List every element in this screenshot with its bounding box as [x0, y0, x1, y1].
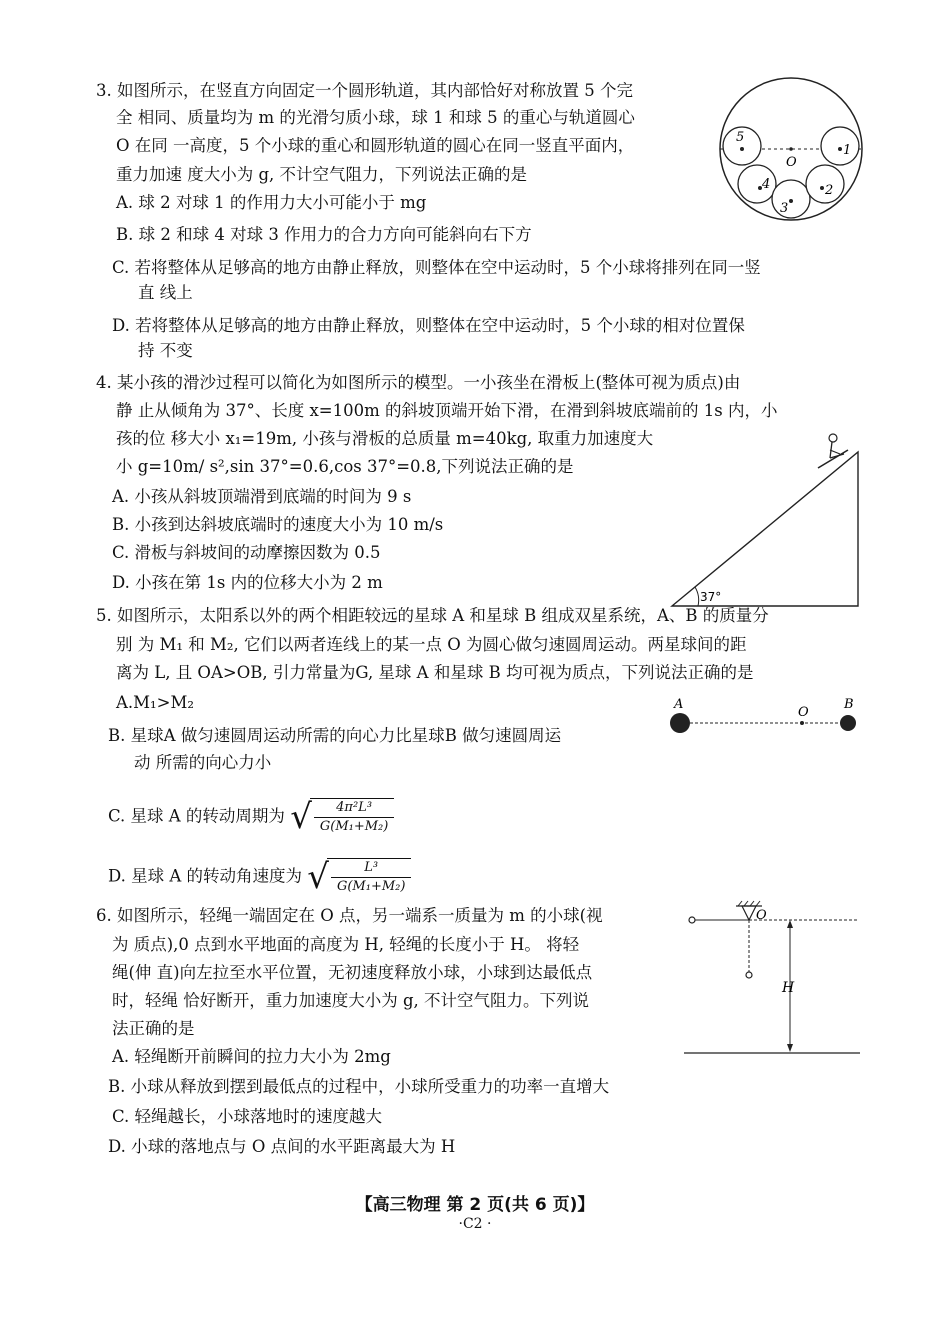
q5-option-c-prefix: C. 星球 A 的转动周期为 [108, 806, 285, 826]
q3-option-c: C. 若将整体从足够高的地方由静止释放，则整体在空中运动时，5 个小球将排列在同一竖 [112, 258, 761, 277]
child-on-sled-icon [818, 434, 848, 468]
q4-slope-figure [668, 430, 863, 610]
ball-4 [738, 165, 776, 203]
slope-triangle [672, 452, 858, 606]
page-footer-title: 【高三物理 第 2 页(共 6 页)】 [355, 1195, 595, 1215]
q5-binary-star-figure [660, 692, 866, 742]
q3-stem-line: O 在同 一高度，5 个小球的重心和圆形轨道的圆心在同一竖直平面内， [116, 136, 635, 155]
center-o [800, 721, 804, 725]
q3-option-c-cont: 直 线上 [138, 283, 193, 302]
label-o: O [786, 155, 797, 170]
q6-stem-line: 时，轻绳 恰好断开，重力加速度大小为 g, 不计空气阻力。下列说 [112, 991, 590, 1010]
label-a: A [674, 697, 684, 712]
label-b: B [844, 697, 854, 712]
q6-option-b: B. 小球从释放到摆到最低点的过程中，小球所受重力的功率一直增大 [108, 1077, 610, 1096]
q6-stem-line: 法正确的是 [112, 1019, 195, 1038]
q3-stem-line: 全 相同、质量均为 m 的光滑匀质小球，球 1 和球 5 的重心与轨道圆心 [116, 108, 635, 127]
q5-option-d [108, 858, 411, 896]
q5-stem-line: 别 为 M₁ 和 M₂, 它们以两者连线上的某一点 O 为圆心做匀速圆周运动。两星球间的距 [116, 635, 747, 654]
page-footer-code: ·C2 · [458, 1216, 492, 1232]
formula-denominator: G(M₁+M₂) [319, 819, 389, 834]
formula-numerator: L³ [331, 859, 411, 878]
pivot-support [742, 906, 756, 920]
q4-stem-line: 孩的位 移大小 x₁=19m, 小孩与滑板的总质量 m=40kg, 取重力加速度大 [116, 429, 654, 448]
q6-option-c: C. 轻绳越长，小球落地时的速度越大 [112, 1107, 383, 1126]
angle-label: 37° [700, 590, 722, 604]
angle-arc [695, 587, 699, 606]
label-4: 4 [762, 177, 771, 192]
q6-option-a: A. 轻绳断开前瞬间的拉力大小为 2mg [112, 1047, 391, 1066]
label-3: 3 [780, 201, 789, 216]
star-b [840, 715, 856, 731]
formula-numerator: 4π²L³ [314, 799, 394, 818]
ball-initial [689, 917, 695, 923]
q4-stem-line: 小 g=10m/ s²,sin 37°=0.6,cos 37°=0.8,下列说法正确的是 [116, 457, 574, 476]
label-1: 1 [843, 143, 852, 158]
q5-stem-line: 5. 如图所示，太阳系以外的两个相距较远的星球 A 和星球 B 组成双星系统，A、B 的质量分 [96, 606, 769, 625]
ball-1 [821, 127, 859, 165]
label-2: 2 [825, 183, 834, 198]
q4-option-d: D. 小孩在第 1s 内的位移大小为 2 m [112, 573, 383, 592]
formula-denominator: G(M₁+M₂) [336, 879, 406, 894]
q5-option-b-cont: 动 所需的向心力小 [134, 753, 272, 772]
q3-stem-line: 重力加速 度大小为 g, 不计空气阻力，下列说法正确的是 [116, 165, 528, 184]
q4-stem-line: 静 止从倾角为 37°、长度 x=100m 的斜坡顶端开始下滑，在滑到斜坡底端前的 1s 内，小 [116, 401, 778, 420]
q5-stem-line: 离为 L, 且 OA>OB, 引力常量为G, 星球 A 和星球 B 均可视为质点，下列说法正确的是 [116, 663, 754, 682]
label-h: H [782, 980, 795, 996]
q3-option-d: D. 若将整体从足够高的地方由静止释放，则整体在空中运动时，5 个小球的相对位置保 [112, 316, 745, 335]
q4-option-b: B. 小孩到达斜坡底端时的速度大小为 10 m/s [112, 515, 444, 534]
sqrt-icon: √ [290, 797, 312, 837]
q3-option-d-cont: 持 不变 [138, 341, 193, 360]
q6-option-d: D. 小球的落地点与 O 点间的水平距离最大为 H [108, 1137, 456, 1156]
label-o: O [756, 908, 767, 923]
star-a [670, 713, 690, 733]
q3-circular-track-figure [718, 74, 864, 224]
sqrt-icon: √ [307, 857, 329, 897]
q5-option-d-prefix: D. 星球 A 的转动角速度为 [108, 866, 303, 886]
q5-option-c [108, 798, 394, 836]
q4-option-c: C. 滑板与斜坡间的动摩擦因数为 0.5 [112, 543, 381, 562]
q4-stem-line: 4. 某小孩的滑沙过程可以简化为如图所示的模型。一小孩坐在滑板上(整体可视为质点)由 [96, 373, 741, 392]
q5-option-d-formula [327, 858, 411, 896]
q5-option-c-formula [310, 798, 394, 836]
q6-stem-line: 绳(伸 直)向左拉至水平位置，无初速度释放小球，小球到达最低点 [112, 963, 593, 982]
label-o: O [798, 705, 809, 720]
q5-option-a: A.M₁>M₂ [116, 693, 195, 712]
q5-option-b: B. 星球A 做匀速圆周运动所需的向心力比星球B 做匀速圆周运 [108, 726, 562, 745]
q6-pendulum-figure [680, 900, 865, 1060]
q3-option-a: A. 球 2 对球 1 的作用力大小可能小于 mg [116, 193, 427, 212]
ball-lowest [746, 972, 752, 978]
q6-stem-line: 为 质点),0 点到水平地面的高度为 H, 轻绳的长度小于 H。 将轻 [112, 935, 580, 954]
q6-stem-line: 6. 如图所示，轻绳一端固定在 O 点，另一端系一质量为 m 的小球(视 [96, 906, 603, 925]
q3-stem-line: 3. 如图所示，在竖直方向固定一个圆形轨道，其内部恰好对称放置 5 个完 [96, 81, 633, 100]
q4-option-a: A. 小孩从斜坡顶端滑到底端的时间为 9 s [112, 487, 412, 506]
label-5: 5 [736, 130, 745, 145]
q3-option-b: B. 球 2 和球 4 对球 3 作用力的合力方向可能斜向右下方 [116, 225, 532, 244]
